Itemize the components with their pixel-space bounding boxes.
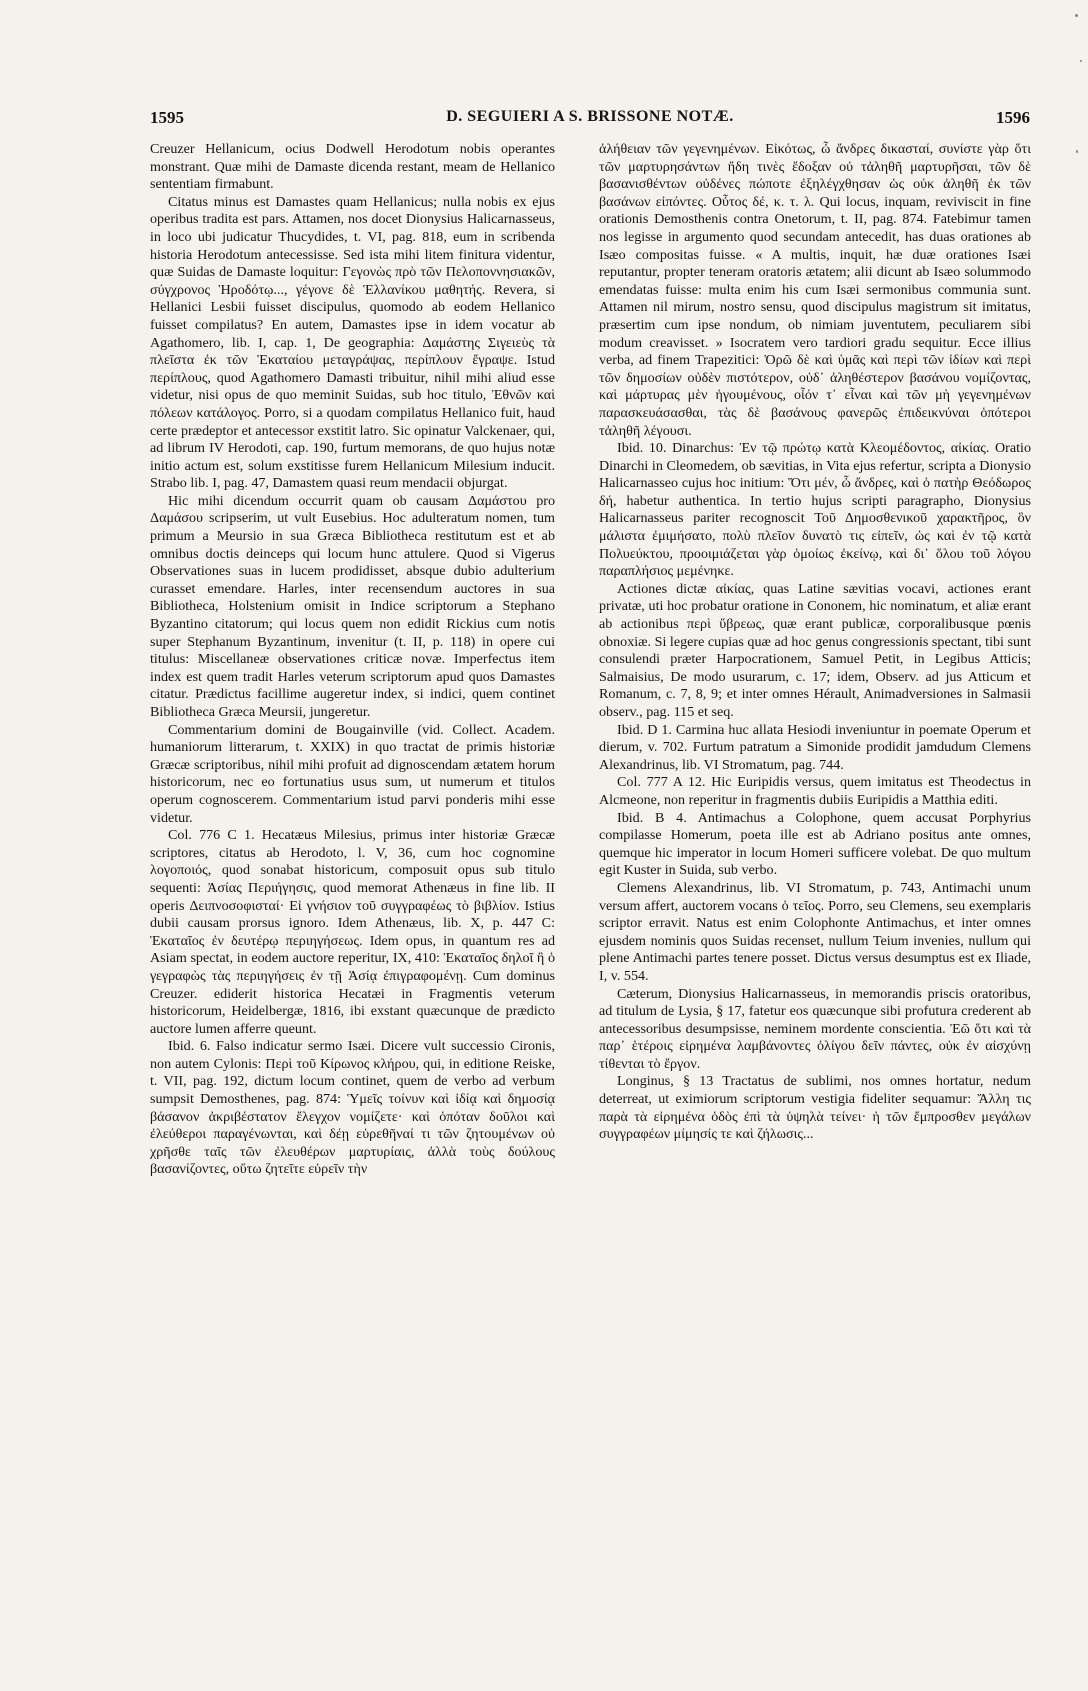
page-header (150, 108, 1030, 132)
paragraph: Cæterum, Dionysius Halicarnasseus, in memorandis priscis oratoribus, ad titulum de Lysia, § 17, fatetur eos quæcunque sibi profutura crederent ab antecessoribus desumpsisse, neminem mordente conscientia. Ἐῶ ὅτι καὶ τὰ παρ᾽ ἑτέροις εἰρημένα λαμβάνοντες ὀλίγου δεῖν πάντες, οὐκ ἐν αἰσχύνῃ τίθενται τὸ ἔργον. (599, 985, 1031, 1072)
paragraph: Col. 777 A 12. Hic Euripidis versus, quem imitatus est Theodectus in Alcmeone, non reperitur in fragmentis dubiis Euripidis a Matthia editi. (599, 774, 1031, 808)
paragraph: Creuzer Hellanicum, ocius Dodwell Herodotum nobis operantes monstrant. Quæ mihi de Damaste dicenda restant, meam de Hellanico sententiam firmabunt. (150, 141, 555, 193)
paragraph: Clemens Alexandrinus, lib. VI Stromatum, p. 743, Antimachi unum versum affert, auctorem vocans ὁ τεῖος. Porro, seu Clemens, seu exemplaris scriptor erravit. Natus est enim Colophonte Antimachus, et inter omnes ejusdem nominis quos Suidas recenset, nullum Teium invenies, nullum qui plene Antimachi partes tenere posset. Dictus versus desumptus est ex Iliade, I, v. 554. (599, 879, 1031, 984)
scan-speck (1075, 14, 1078, 17)
paragraph: Ibid. 10. Dinarchus: Ἐν τῷ πρώτῳ κατὰ Κλεομέδοντος, αἰκίας. Oratio Dinarchi in Cleomedem, ob sævitias, in Vita ejus refertur, scripta a Dionysio Halicarnasseo cujus hoc initium: Ὅτι μέν, ὦ ἄνδρες, καὶ ὁ πατὴρ Θεόδωρος δή, habetur authentica. In tertio hujus scripti paragrapho, Dionysius Halicarnasseus pariter recognoscit Τοῦ Δημοσθενικοῦ χαρακτῆρος, ὃν μάλιστα ἐμιμήσατο, πολὺ πλεῖον δυνατὸ τις εἰπεῖν, ὡς καὶ ἐν τῷ κατὰ Πολυεύκτου, προοιμιάζεται γὰρ ὁμοίως ἐκείνῳ, καὶ δι᾽ ὅλου τοῦ λόγου παραπλήσιος μεμένηκε. (599, 440, 1031, 580)
scan-speck (1080, 60, 1082, 62)
paragraph: Longinus, § 13 Tractatus de sublimi, nos omnes hortatur, nedum deterreat, ut eximiorum scriptorum vestigia fideliter sequamur: Ἄλλη τις παρὰ τὰ εἰρημένα ὁδὸς ἐπὶ τὰ ὑψηλὰ τείνει· ἡ τῶν ἔμπροσθεν μεγάλων συγγραφέων μίμησίς τε καὶ ζήλωσις... (599, 1073, 1031, 1143)
scan-speck (1076, 150, 1078, 153)
paragraph: ἀλήθειαν τῶν γεγενημένων. Εἰκότως, ὦ ἄνδρες δικασταί, συνίστε γὰρ ὅτι τῶν μαρτυρησάντων ἤδη τινὲς ἔδοξαν οὐ τἀληθῆ μαρτυρῆσαι, τῶν δὲ βασανισθέντων οὐδένες πώποτε ἐξηλέγχθησαν ὡς οὐκ ἀληθῆ ἐκ τῶν βασάνων εἰπόντες. Οὗτος δέ, κ. τ. λ. Qui locus, inquam, reviviscit in fine orationis Demosthenis contra Onetorum, t. II, pag. 874. Fatebimur tamen nos legisse in argumento quod secundam antecedit, has duas orationes ab Isæo compositas fuisse. « A multis, inquit, hæ duæ orationes Isæi reputantur, propter teneram oratoris ætatem; alii dicunt ab Isæo solummodo emendatas fuisse: multa enim his cum Isæi sermonibus communia sunt. Attamen nil mirum, nostro sensu, quod discipulus magistrum sit imitatus, præsertim cum ipse nondum, ob nimiam juventutem, peculiarem sibi modum creavisset. » Isocratem vero tardiori gradu sequitur. Ecce illius verba, ad finem Trapezitici: Ὁρῶ δὲ καὶ ὑμᾶς καὶ περὶ τῶν ἰδίων καὶ περὶ τῶν δημοσίων οὐδὲν πιστότερον, οὐδ᾽ ἀληθέστερον βασάνου νομίζοντας, καὶ μάρτυρας μὲν ἡγουμένους, οἷόν τ᾽ εἶναι καὶ τῶν μὴ γεγενημένων παρασκευάσασθαι, τὰς δὲ βασάνους φανερῶς ἐπιδεικνύναι ὁπότεροι τἀληθῆ λέγουσι. (599, 141, 1031, 439)
right-column (599, 141, 1031, 1671)
paragraph: Col. 776 C 1. Hecatæus Milesius, primus inter historiæ Græcæ scriptores, citatus ab Herodoto, l. V, 36, cum hoc cognomine λογοποιός, quod sonabat historicum, composuit opus sub titulo sequenti: Ἀσίας Περιήγησις, quod memorat Athenæus in fine lib. II operis Δειπνοσοφισταί· Εἰ γνήσιον τοῦ συγγραφέως τὸ βιβλίον. Istius dubii causam prorsus ignoro. Idem Athenæus, lib. X, p. 447 C: Ἑκαταῖος ἐν δευτέρῳ περιηγήσεως. Idem opus, in quantum res ad Asiam spectat, in eodem auctore reperitur, IX, 410: Ἑκαταῖος δηλοῖ ἢ ὁ γεγραφὼς τὰς περιηγήσεις ἐν τῇ Ἀσίᾳ ἐπιγραφομένῃ. Cum dominus Creuzer. ediderit historica Hecatæi in Fragmentis veterum historicorum, Heidelbergæ, 1816, ibi exstant quæcunque de prædicto auctore lumen afferre queunt. (150, 827, 555, 1037)
running-title: D. SEGUIERI A S. BRISSONE NOTÆ. (446, 108, 734, 125)
paragraph: Actiones dictæ αἰκίας, quas Latine sævitias vocavi, actiones erant privatæ, uti hoc probatur oratione in Cononem, hic nominatum, et aliæ erant ab actionibus περὶ ὕβρεως, quæ erant publicæ, corporalibusque pœnis obnoxiæ. Si legere cupias quæ ad hoc genus congressionis spectant, tibi sunt consulendi præter Harpocrationem, Samuel Petit, in Legibus Atticis; Salmaisius, De modo usurarum, c. 17; idem, Observ. ad jus Atticum et Romanum, c. 7, 8, 9; et inter omnes Hérault, Animadversiones in Salmasii observ., pag. 115 et seq. (599, 580, 1031, 720)
left-page-number: 1595 (150, 108, 184, 127)
paragraph: Hic mihi dicendum occurrit quam ob causam Δαμάστου pro Δαμάσου scripserim, ut vult Eusebius. Hoc adulteratum nomen, tum primum a Meursio in sua Græca Bibliotheca restitutum est et ab omnibus doctis deinceps qui locum hunc attulere. Quod si Vigerus Observationes suas in lucem prodidisset, absque dubio adulterium curasset emendare. Harles, inter recensendum auctores in sua Bibliotheca, Holstenium omisit in Indice scriptorum a Stephano Byzantino citatorum; qui locus quem non edidit Rickius cum notis super Stephanum Byzantinum, invenitur (t. II, p. 118) in opere cui titulus: Miscellaneæ observationes criticæ novæ. Imperfectus item index est quem tradit Harles veterum scriptorum apud quos Damastes citatur. Prædictus facillime augeretur index, si indici, quem continet Bibliotheca Græca Meursii, jungeretur. (150, 492, 555, 720)
paragraph: Ibid. 6. Falso indicatur sermo Isæi. Dicere vult successio Cironis, non autem Cylonis: Περὶ τοῦ Κίρωνος κλήρου, qui, in editione Reiske, t. VII, pag. 192, dictum locum continet, quem de verbo ad verbum sumpsit Demosthenes, pag. 874: Ὑμεῖς τοίνυν καὶ ἰδίᾳ καὶ δημοσίᾳ βάσανον ἀκριβέστατον ἔλεγχον νομίζετε· καὶ ὁπόταν δοῦλοι καὶ ἐλεύθεροι παραγένωνται, καὶ δέῃ εὑρεθῆναί τι τῶν ζητουμένων οὐ χρῆσθε ταῖς τῶν ἐλευθέρων μαρτυρίαις, ἀλλὰ τοὺς δούλους βασανίζοντες, οὕτω ζητεῖτε εὑρεῖν τὴν (150, 1038, 555, 1178)
paragraph: Commentarium domini de Bougainville (vid. Collect. Academ. humaniorum litterarum, t. XXIX) in quo tractat de primis historiæ Græcæ scriptoribus, nihil mihi profuit ad dignoscendam ætatem horum historicorum, nec eo fortunatius usus sum, ut numerum et titulos operum cognoscerem. Commentarium istud parvi ponderis mihi esse videtur. (150, 721, 555, 826)
right-page-number: 1596 (996, 108, 1030, 127)
left-column (150, 141, 555, 1671)
paragraph: Citatus minus est Damastes quam Hellanicus; nulla nobis ex ejus operibus tradita est pars. Attamen, nos docet Dionysius Halicarnasseus, in loco ubi judicatur Thucydides, t. VI, pag. 818, eum in scribenda historia Herodotum antecessisse. Sed ista mihi litem finitura videntur, quæ Suidas de Damaste loquitur: Γεγονὼς πρὸ τῶν Πελοποννησιακῶν, σύγχρονος Ἡροδότῳ..., γέγονε δὲ Ἑλλανίκου μαθητής. Revera, si Hellanici Lesbii fuisset discipulus, quomodo ab eodem Hellanico fuisset compilatus? En autem, Damastes ipse in idem vocatur ab Agathomero, lib. I, cap. 1, De geographia: Δαμάστης Σιγειεὺς τὰ πλεῖστα ἐκ τῶν Ἑκαταίου μεταγράψας, περίπλουν ἔγραψε. Istud περίπλους, quod Agathomero Damasti tribuitur, nihil mihi aliud esse videtur, nisi opus de quo meminit Suidas, sub hoc titulo, Ἐθνῶν καὶ πόλεων κατάλογος. Porro, si a quodam compilatus Hellanico fuit, haud certe prædeptor et antecessor exstitit latro. Sic opinatur Valckenaer, qui, ad librum IV Herodoti, cap. 190, furtum memorans, de quo hujus notæ initio actum est, solum exstitisse furem Hellanicum Milesium inducit. Strabo lib. I, pag. 47, Damastem quasi reum mendacii objurgat. (150, 193, 555, 492)
paragraph: Ibid. D 1. Carmina huc allata Hesiodi inveniuntur in poemate Operum et dierum, v. 702. Furtum patratum a Simonide prodidit jamdudum Clemens Alexandrinus, lib. VI Stromatum, pag. 744. (599, 721, 1031, 773)
paragraph: Ibid. B 4. Antimachus a Colophone, quem accusat Porphyrius compilasse Homerum, poeta ille est ab Adriano positus ante omnes, quemque hic imperator in locum Homeri sufficere volebat. De quo multum egit Kuster in Suida, sub verbo. (599, 809, 1031, 879)
